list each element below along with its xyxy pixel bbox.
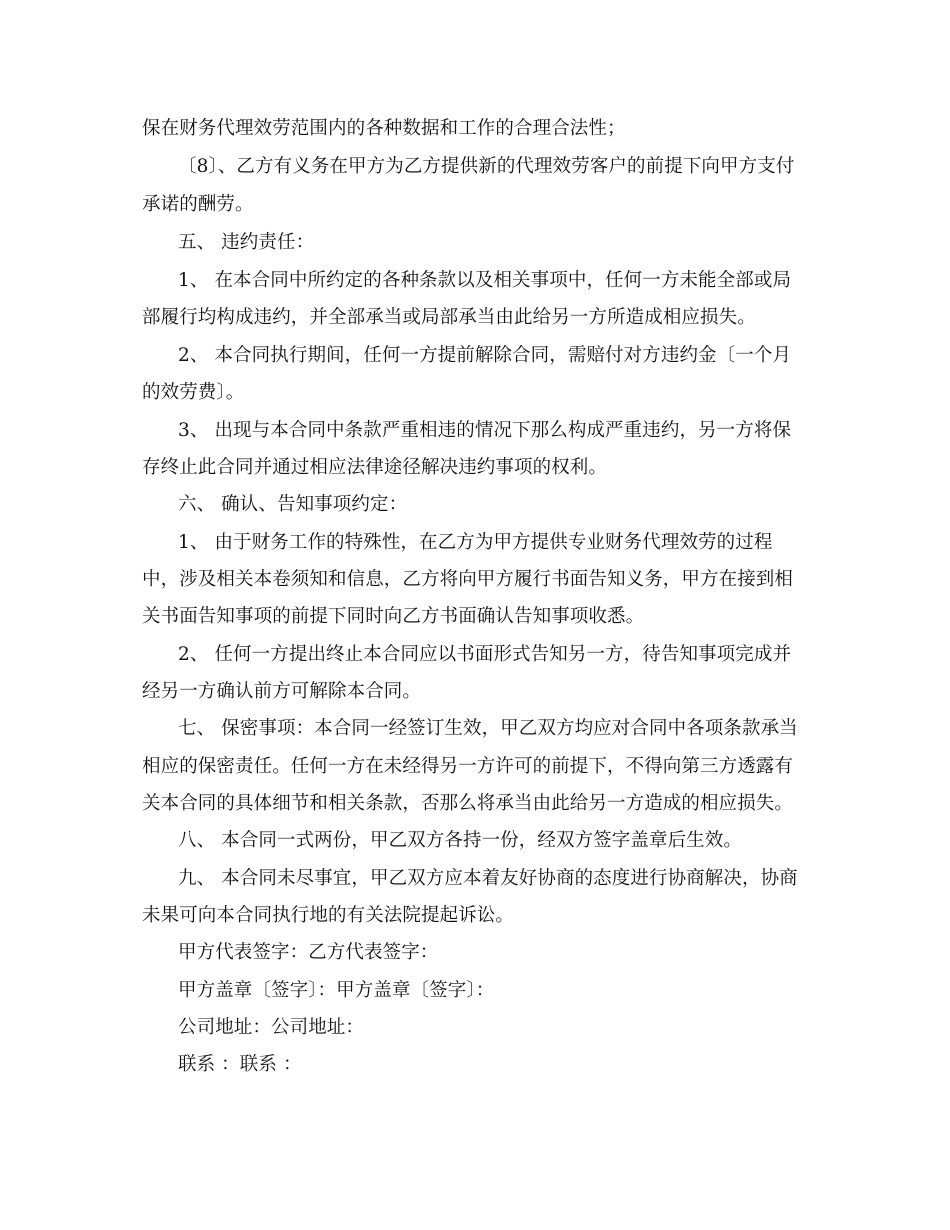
text-line: 保在财务代理效劳范围内的各种数据和工作的合理合法性；: [142, 118, 626, 139]
text-line: 承诺的酬劳。: [142, 194, 254, 215]
text-line: 部履行均构成违约，并全部承当或局部承当由此给另一方所造成相应损失。: [142, 307, 756, 328]
text-line: 关本合同的具体细节和相关条款，否那么将承当由此给另一方造成的相应损失。: [142, 793, 794, 814]
text-line: 存终止此合同并通过相应法律途径解决违约事项的权利。: [142, 457, 608, 478]
text-line: 1、 在本合同中所约定的各种条款以及相关事项中，任何一方未能全部或局: [178, 270, 792, 291]
text-line: 2、 本合同执行期间，任何一方提前解除合同，需赔付对方违约金〔一个月: [178, 345, 792, 366]
text-line: 经另一方确认前方可解除本合同。: [142, 681, 422, 702]
contact-field: 联系 ：联系 ：: [178, 1054, 302, 1075]
address-field: 公司地址：公司地址：: [178, 1017, 365, 1038]
text-line: 3、 出现与本合同中条款严重相违的情况下那么构成严重违约，另一方将保: [178, 420, 792, 441]
text-line: 九、 本合同未尽事宜，甲乙双方应本着友好协商的态度进行协商解决，协商: [178, 868, 798, 889]
text-line: 八、 本合同一式两份，甲乙双方各持一份，经双方签字盖章后生效。: [178, 830, 742, 851]
text-line: 1、 由于财务工作的特殊性，在乙方为甲方提供专业财务代理效劳的过程: [178, 532, 773, 553]
text-line: 相应的保密责任。任何一方在未经得另一方许可的前提下，不得向第三方透露有: [142, 756, 794, 777]
text-line: 中，涉及相关本卷须知和信息，乙方将向甲方履行书面告知义务，甲方在接到相: [142, 569, 794, 590]
text-line: 〔8〕、乙方有义务在甲方为乙方提供新的代理效劳客户的前提下向甲方支付: [178, 156, 795, 177]
text-line: 七、 保密事项：本合同一经签订生效，甲乙双方均应对合同中各项条款承当: [178, 718, 798, 739]
text-line: 关书面告知事项的前提下同时向乙方书面确认告知事项收悉。: [142, 606, 645, 627]
section-heading: 五、 违约责任：: [178, 232, 315, 253]
text-line: 的效劳费〕。: [142, 382, 245, 403]
signature-field: 甲方代表签字：乙方代表签字：: [178, 942, 439, 963]
text-line: 2、 任何一方提出终止本合同应以书面形式告知另一方，待告知事项完成并: [178, 644, 792, 665]
text-line: 未果可向本合同执行地的有关法院提起诉讼。: [142, 905, 515, 926]
seal-field: 甲方盖章〔签字〕：甲方盖章〔签字〕：: [178, 980, 495, 1001]
section-heading: 六、 确认、告知事项约定：: [178, 494, 408, 515]
